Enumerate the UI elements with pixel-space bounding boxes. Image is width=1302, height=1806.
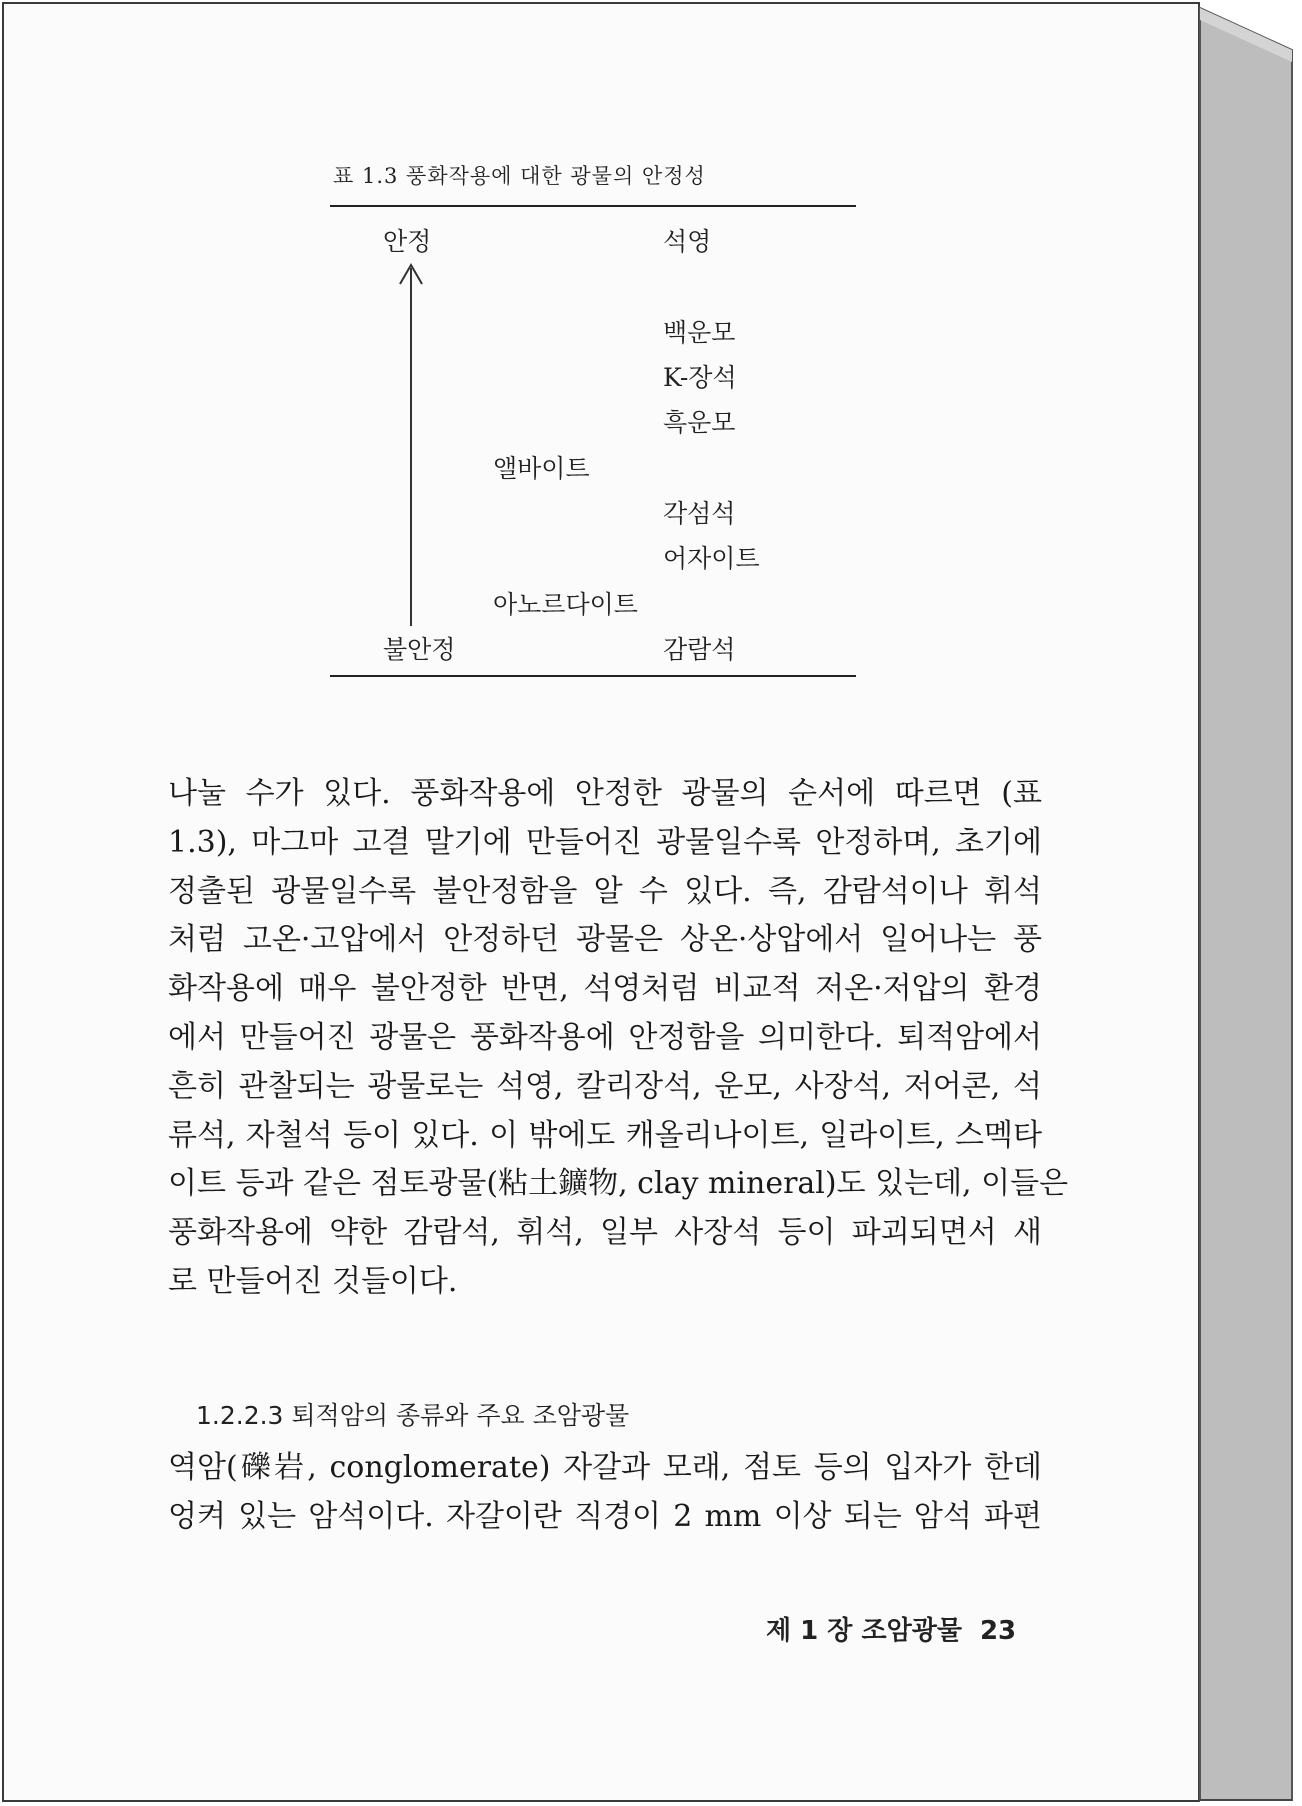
text-line: 1.3), 마그마 고결 말기에 만들어진 광물일수록 안정하며, 초기에 xyxy=(168,824,1042,860)
body-paragraph-1 xyxy=(168,770,1069,1307)
text-line: 나눌 수가 있다. 풍화작용에 안정한 광물의 순서에 따르면 (표 xyxy=(168,776,1042,811)
mineral-albite: 앨바이트 xyxy=(493,454,590,483)
page-number: 23 xyxy=(979,1616,1017,1646)
text-line: 처럼 고온·고압에서 안정하던 광물은 상온·상압에서 일어나는 풍 xyxy=(168,922,1042,958)
text-line: 이트 등과 같은 점토광물(粘土鑛物, clay mineral)도 있는데, 이들은 xyxy=(168,1166,1069,1202)
mineral-olivine: 감람석 xyxy=(663,635,736,664)
table-bottom-rule xyxy=(330,675,856,677)
section-heading: 1.2.2.3 퇴적암의 종류와 주요 조암광물 xyxy=(196,1401,630,1430)
text-line: 역암(礫岩, conglomerate) 자갈과 모래, 점토 등의 입자가 한데 xyxy=(168,1450,1042,1485)
text-line: 정출된 광물일수록 불안정함을 알 수 있다. 즉, 감람석이나 휘석 xyxy=(168,873,1042,909)
body-paragraph-2 xyxy=(168,1444,1042,1542)
mineral-augite: 어자이트 xyxy=(663,544,760,573)
mineral-amphibole: 각섬석 xyxy=(663,499,736,528)
mineral-quartz: 석영 xyxy=(663,227,712,256)
table-top-rule xyxy=(330,205,856,207)
page-footer xyxy=(766,1610,1016,1647)
unstable-label: 불안정 xyxy=(383,635,456,664)
text-line: 에서 만들어진 광물은 풍화작용에 안정함을 의미한다. 퇴적암에서 xyxy=(168,1019,1042,1055)
mineral-k-feldspar: K-장석 xyxy=(663,363,737,392)
mineral-muscovite: 백운모 xyxy=(663,318,736,347)
stability-arrow-line xyxy=(410,268,412,626)
chapter-title: 제 1 장 조암광물 xyxy=(766,1616,962,1646)
text-line: 엉켜 있는 암석이다. 자갈이란 직경이 2 mm 이상 되는 암석 파편 xyxy=(168,1498,1042,1534)
text-line: 풍화작용에 약한 감람석, 휘석, 일부 사장석 등이 파괴되면서 새 xyxy=(168,1215,1042,1251)
text-line: 화작용에 매우 불안정한 반면, 석영처럼 비교적 저온·저압의 환경 xyxy=(168,971,1042,1007)
table-caption: 표 1.3 풍화작용에 대한 광물의 안정성 xyxy=(333,164,706,188)
text-line: 류석, 자철석 등이 있다. 이 밖에도 캐올리나이트, 일라이트, 스멕타 xyxy=(168,1117,1042,1153)
text-line: 흔히 관찰되는 광물로는 석영, 칼리장석, 운모, 사장석, 저어콘, 석 xyxy=(168,1068,1042,1104)
stable-label: 안정 xyxy=(383,227,432,256)
text-line: 로 만들어진 것들이다. xyxy=(168,1263,458,1299)
mineral-biotite: 흑운모 xyxy=(663,408,736,437)
mineral-anorthite: 아노르다이트 xyxy=(493,590,638,619)
